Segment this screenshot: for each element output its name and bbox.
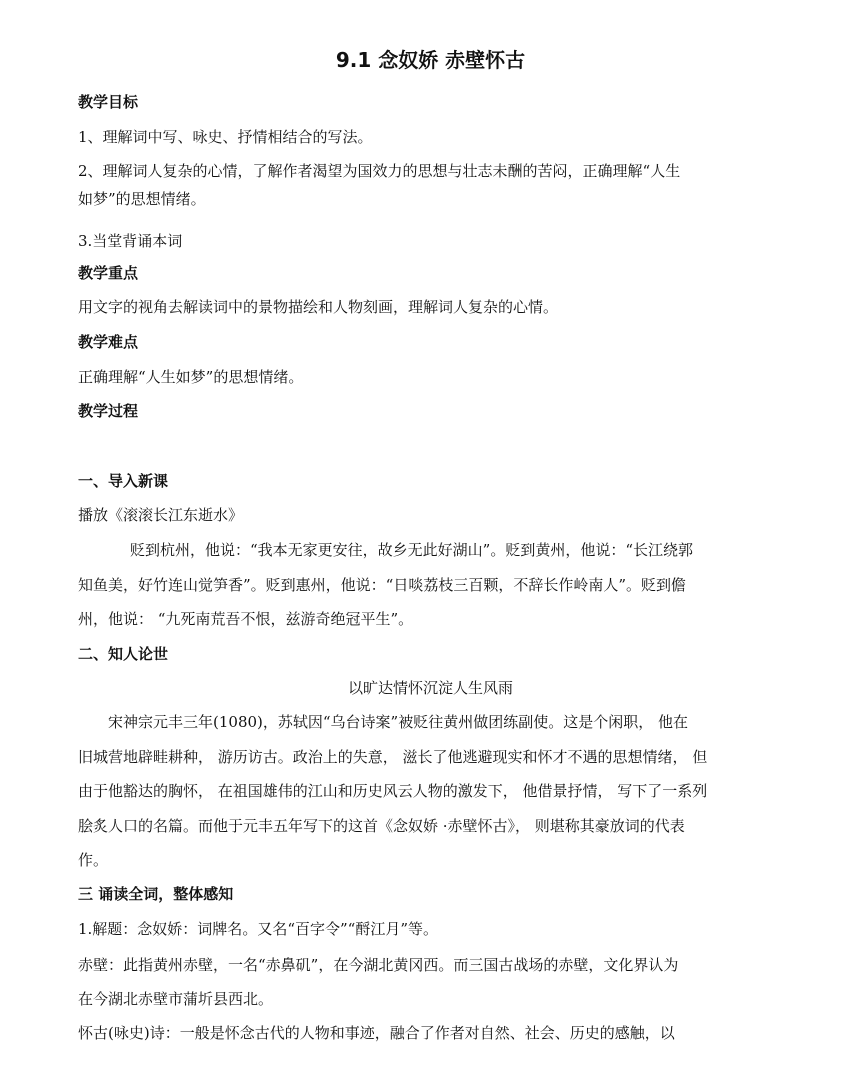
heading-focus: 教学重点 xyxy=(78,264,139,282)
part2-subtitle: 以旷达情怀沉淀人生风雨 xyxy=(347,679,513,697)
part2-para-line-1: 宋神宗元丰三年(1080)，苏轼因“乌台诗案”被贬往黄州做团练副使。这是个闲职， 他在 xyxy=(108,713,688,731)
part2-para-line-2: 旧城营地辟畦耕种， 游历访古。政治上的失意， 滋长了他逃避现实和怀才不遇的思想情绪， 但 xyxy=(78,748,708,766)
part3-line-3: 怀古(咏史)诗：一般是怀念古代的人物和事迹，融合了作者对自然、社会、历史的感触，以 xyxy=(78,1024,675,1042)
focus-text: 用文字的视角去解读词中的景物描绘和人物刻画，理解词人复杂的心情。 xyxy=(78,298,559,316)
part3-line-1: 1.解题：念奴娇：词牌名。又名“百字令”“酹江月”等。 xyxy=(78,920,438,938)
part2-para-line-5: 作。 xyxy=(78,851,109,869)
page-title: 9.1 念奴娇 赤壁怀古 xyxy=(335,48,526,72)
part2-para-line-4: 脍炙人口的名篇。而他于元丰五年写下的这首《念奴娇 ·赤壁怀古》， 则堪称其豪放词的代表 xyxy=(78,817,685,835)
heading-objectives: 教学目标 xyxy=(78,93,139,111)
part2-para-line-3: 由于他豁达的胸怀， 在祖国雄伟的江山和历史风云人物的激发下， 他借景抒情， 写下了一系列 xyxy=(78,782,708,800)
difficulty-text: 正确理解“人生如梦”的思想情绪。 xyxy=(78,368,304,386)
objective-2-line-2: 如梦”的思想情绪。 xyxy=(78,190,206,208)
objective-3: 3.当堂背诵本词 xyxy=(78,232,183,250)
heading-difficulty: 教学难点 xyxy=(78,333,139,351)
part3-line-2b: 在今湖北赤壁市蒲圻县西北。 xyxy=(78,990,274,1008)
part3-heading: 三 诵读全词，整体感知 xyxy=(78,885,234,903)
part1-song: 播放《滚滚长江东逝水》 xyxy=(78,506,244,524)
objective-2-line-1: 2、理解词人复杂的心情，了解作者渴望为国效力的思想与壮志未酬的苦闷，正确理解“人生 xyxy=(78,162,681,180)
part1-para-line-3: 州，他说： “九死南荒吾不恨，兹游奇绝冠平生”。 xyxy=(78,610,414,628)
objective-1: 1、理解词中写、咏史、抒情相结合的写法。 xyxy=(78,128,373,146)
part3-line-2a: 赤壁：此指黄州赤壁，一名“赤鼻矶”，在今湖北黄冈西。而三国古战场的赤壁，文化界认为 xyxy=(78,956,679,974)
part1-para-line-2: 知鱼美，好竹连山觉笋香”。贬到惠州，他说：“日啖荔枝三百颗，不辞长作岭南人”。贬到儋 xyxy=(78,576,687,594)
part1-para-line-1: 贬到杭州，他说：“我本无家更安往，故乡无此好湖山”。贬到黄州，他说：“长江绕郭 xyxy=(130,541,694,559)
part2-heading: 二、知人论世 xyxy=(78,645,169,663)
part1-heading: 一、导入新课 xyxy=(78,472,169,490)
heading-process: 教学过程 xyxy=(78,402,139,420)
